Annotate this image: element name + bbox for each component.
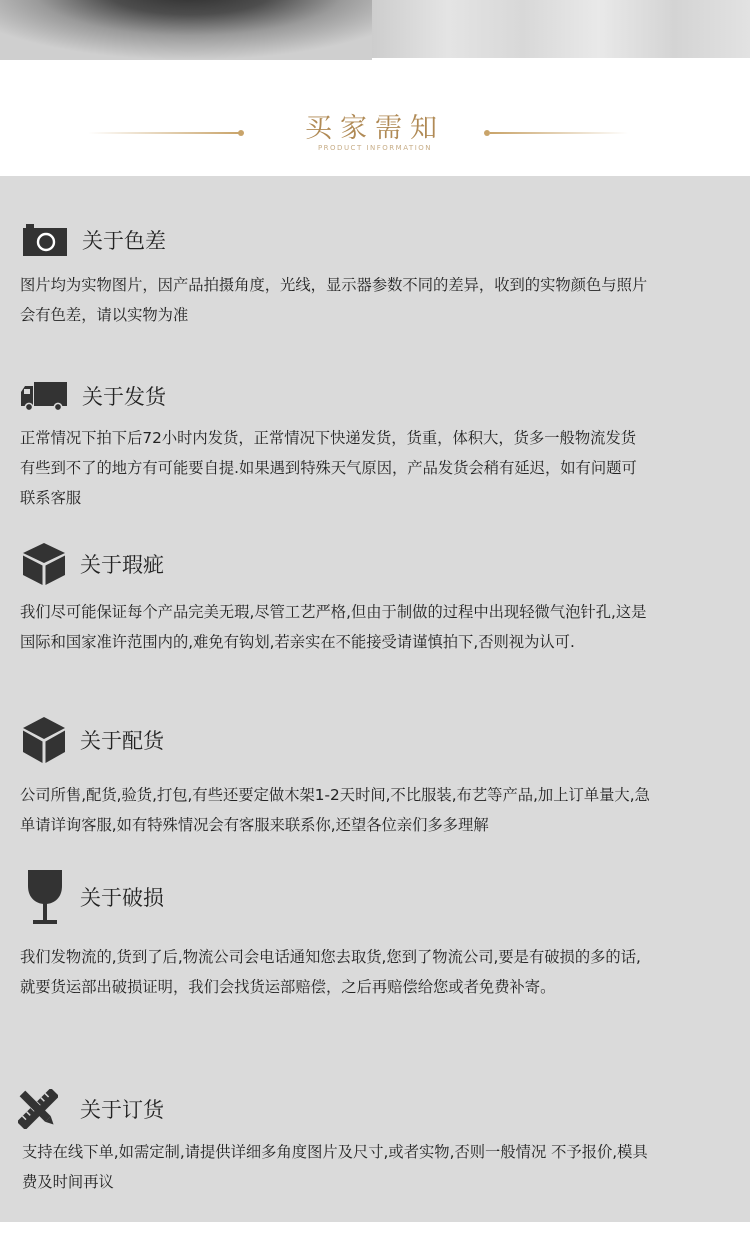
section-ordering-header (18, 1089, 164, 1129)
body-line: 支持在线下单,如需定制,请提供详细多角度图片及尺寸,或者实物,否则一般情况 不予报价,模具 (22, 1143, 648, 1161)
truck-icon (20, 380, 68, 412)
section-title: 关于色差 (82, 229, 166, 253)
section-shipping-body (20, 423, 735, 513)
section-defect-header (22, 542, 164, 586)
top-product-photo (0, 0, 750, 60)
body-line: 有些到不了的地方有可能要自提.如果遇到特殊天气原因，产品发货会稍有延迟，如有问题可 (20, 459, 637, 477)
section-color-body (20, 270, 735, 330)
section-ordering-body (22, 1137, 737, 1197)
box-icon (22, 542, 66, 586)
box-icon (22, 716, 66, 764)
section-title: 关于配货 (80, 729, 164, 753)
header-right-line (490, 132, 628, 134)
photo-right-part (372, 0, 750, 58)
body-line: 单请详询客服,如有特殊情况会有客服来联系你,还望各位亲们多多理解 (20, 816, 489, 834)
camera-icon (22, 222, 68, 258)
wine-glass-icon (24, 868, 66, 926)
page-title: 买家需知 (305, 113, 445, 144)
ruler-pencil-icon (18, 1089, 58, 1129)
section-shipping-header (20, 380, 166, 412)
body-line: 我们发物流的,货到了后,物流公司会电话通知您去取货,您到了物流公司,要是有破损的多的话, (20, 948, 641, 966)
section-color-header (22, 222, 166, 258)
notice-header (0, 60, 750, 176)
notice-panel (0, 176, 750, 1222)
body-line: 公司所售,配货,验货,打包,有些还要定做木架1-2天时间,不比服装,布艺等产品,加上订单量大,急 (20, 786, 650, 804)
page-subtitle: PRODUCT INFORMATION (317, 144, 433, 152)
section-damage-body (20, 942, 735, 1002)
body-line: 会有色差，请以实物为准 (20, 306, 189, 324)
section-title: 关于订货 (80, 1098, 164, 1122)
section-title: 关于发货 (82, 385, 166, 409)
section-defect-body (20, 597, 735, 657)
body-line: 联系客服 (20, 489, 82, 507)
body-line: 就要货运部出破损证明，我们会找货运部赔偿，之后再赔偿给您或者免费补寄。 (20, 978, 556, 996)
section-distribution-header (22, 716, 164, 764)
body-line: 我们尽可能保证每个产品完美无瑕,尽管工艺严格,但由于制做的过程中出现轻微气泡针孔,这是 (20, 603, 647, 621)
photo-left-part (0, 0, 372, 60)
section-damage-header (24, 868, 164, 926)
section-title: 关于瑕疵 (80, 553, 164, 577)
body-line: 费及时间再议 (22, 1173, 114, 1191)
body-line: 图片均为实物图片，因产品拍摄角度，光线，显示器参数不同的差异，收到的实物颜色与照片 (20, 276, 648, 294)
section-title: 关于破损 (80, 886, 164, 910)
body-line: 国际和国家准许范围内的,难免有钩划,若亲实在不能接受请谨慎拍下,否则视为认可. (20, 633, 575, 651)
section-distribution-body (20, 780, 735, 840)
body-line: 正常情况下拍下后72小时内发货，正常情况下快递发货，货重，体积大，货多一般物流发货 (20, 429, 637, 447)
